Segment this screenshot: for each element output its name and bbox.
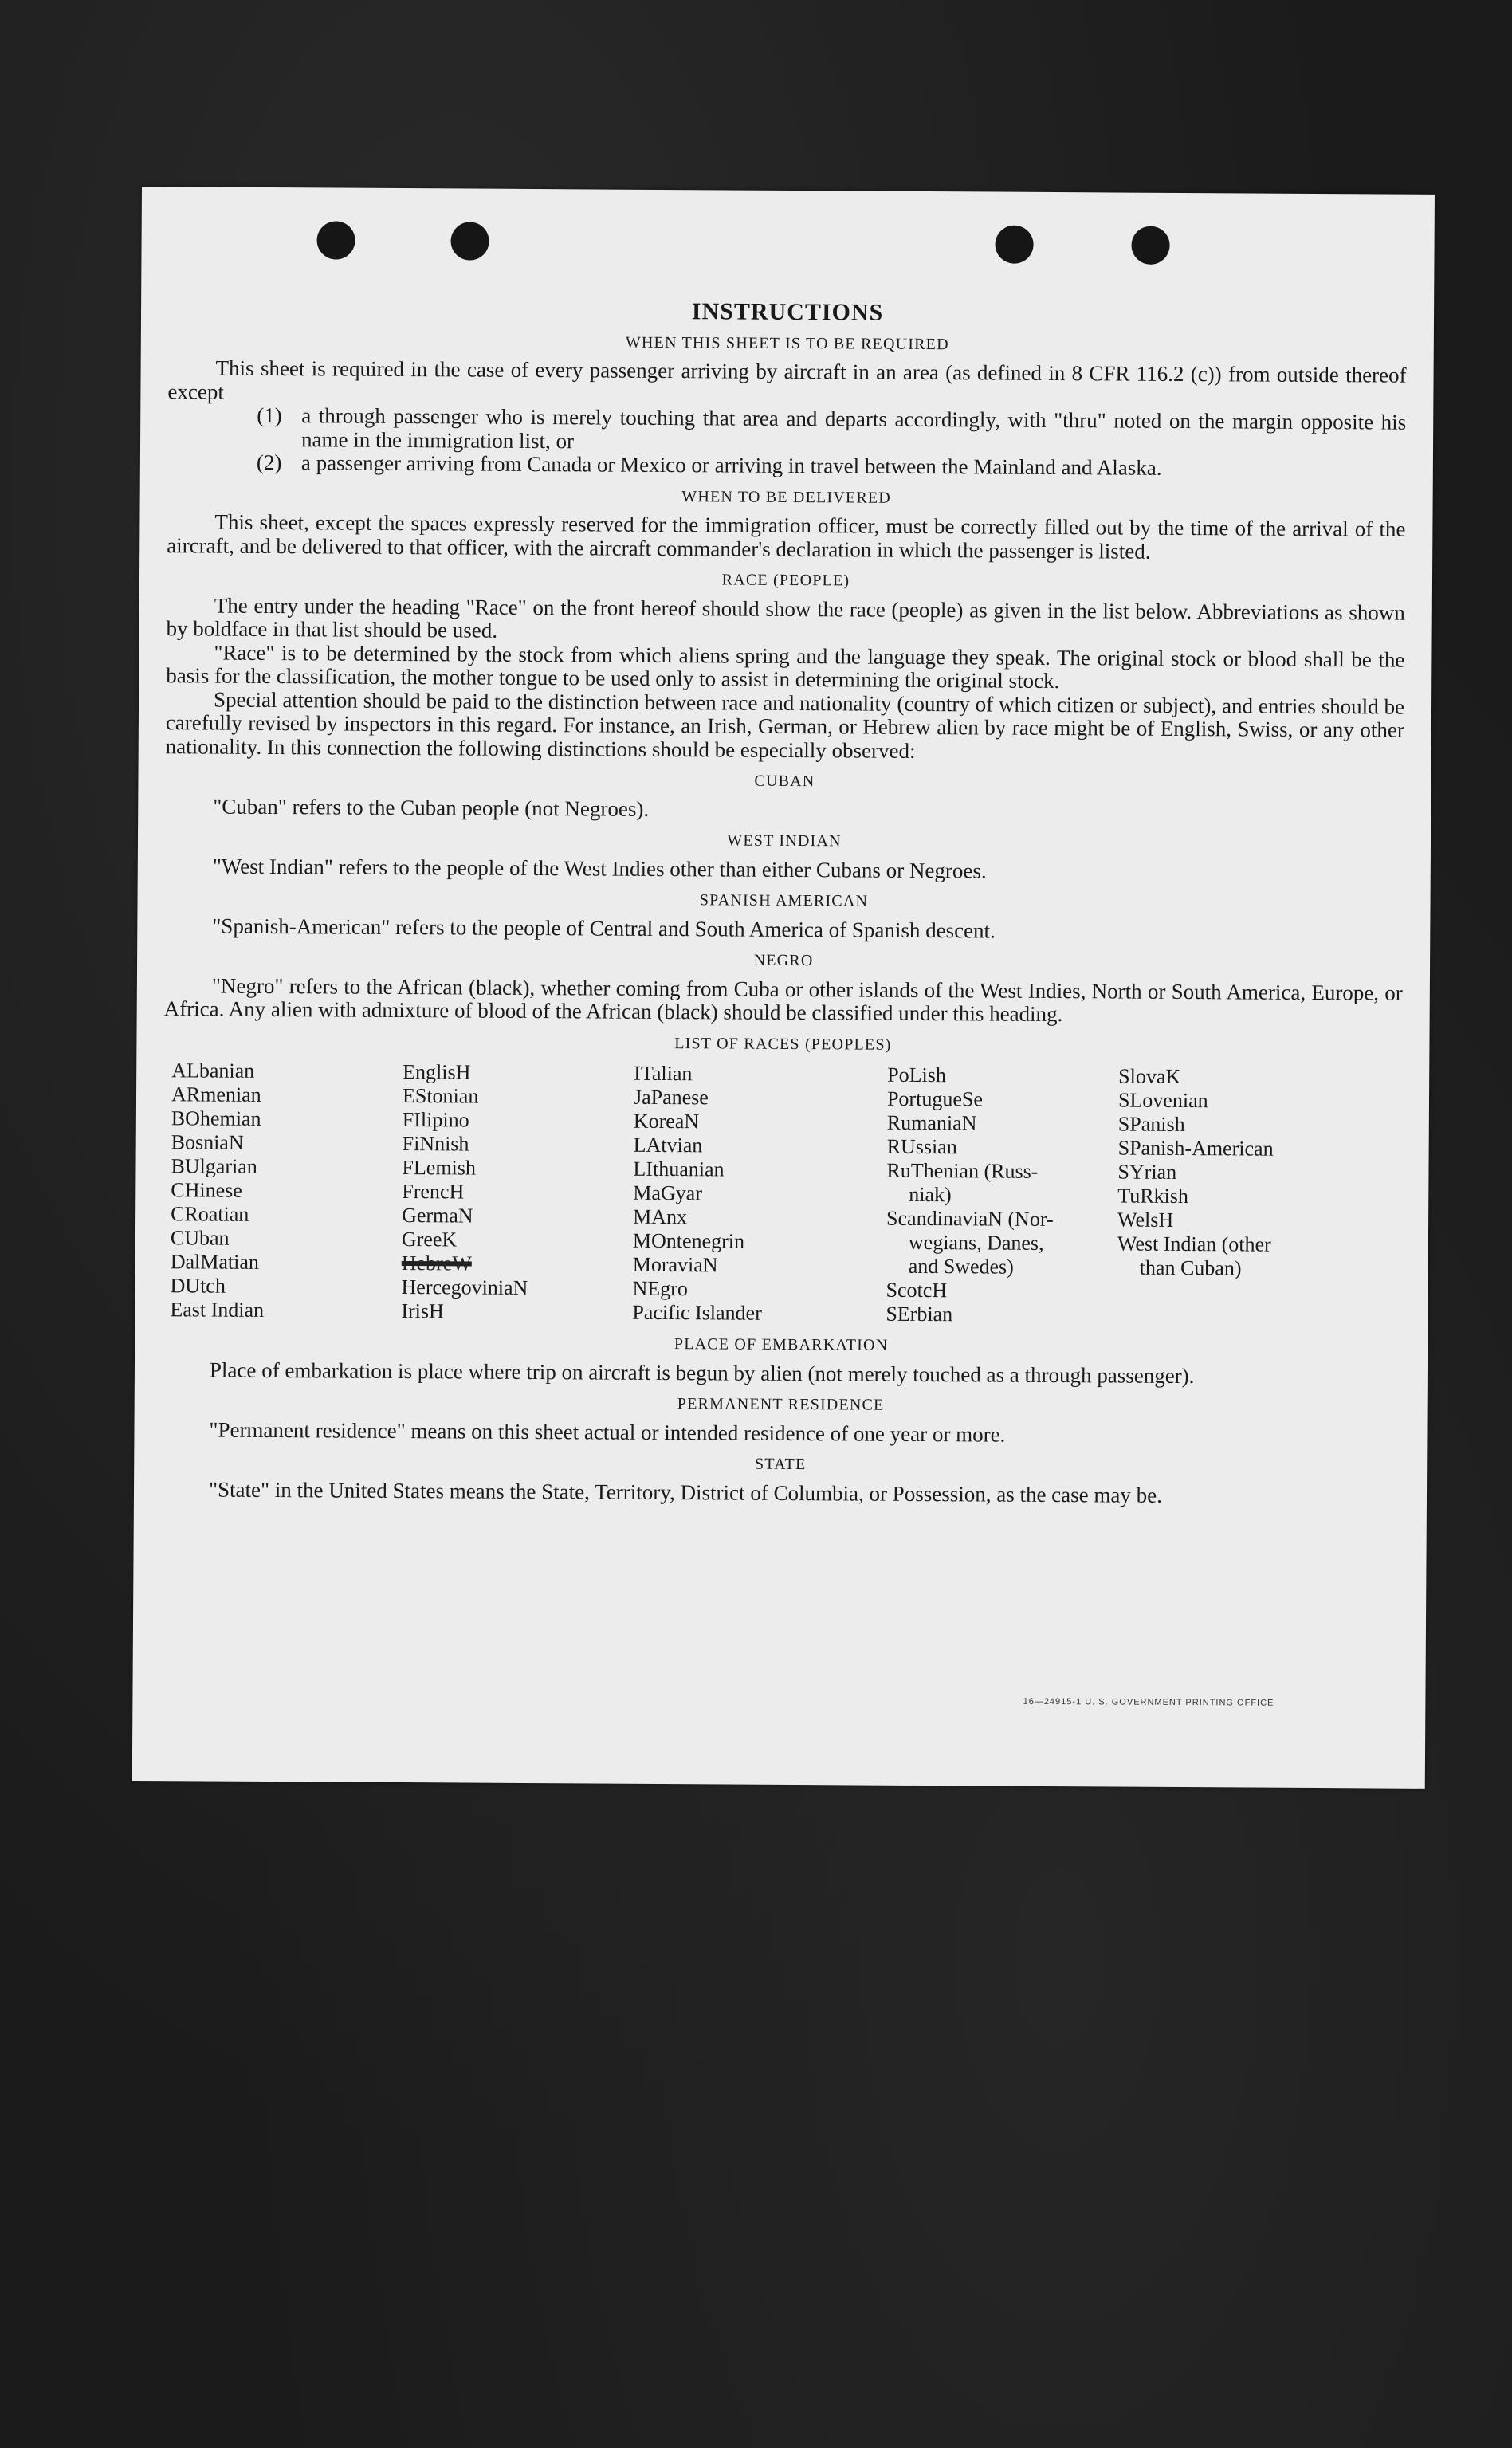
race-entry: BosniaN <box>171 1130 244 1154</box>
race-entry: West Indian (other <box>1117 1232 1271 1256</box>
race-entry: ScandinaviaN (Nor- <box>886 1206 1054 1232</box>
section-heading-when-required: WHEN THIS SHEET IS TO BE REQUIRED <box>625 333 949 353</box>
state-text: "State" in the United States means the State, Territory, District of Columbia, or Possession, as the case may be. <box>208 1477 1163 1507</box>
race-entry: CRoatian <box>171 1202 249 1226</box>
exception-text: a passenger arriving from Canada or Mexico or arriving in travel between the Mainland and Alaska. <box>300 450 1162 480</box>
punch-hole <box>450 222 489 260</box>
section-heading-state: STATE <box>754 1455 807 1474</box>
race-entry: GermaN <box>402 1204 473 1228</box>
punch-hole <box>995 226 1033 264</box>
section-heading-list-of-races: LIST OF RACES (PEOPLES) <box>674 1034 892 1054</box>
race-entry: ScotcH <box>886 1278 948 1303</box>
race-entry: PoLish <box>887 1063 946 1087</box>
cuban-text: "Cuban" refers to the Cuban people (not Negroes). <box>213 794 650 821</box>
race-entry: DUtch <box>170 1274 226 1298</box>
spanish-american-text: "Spanish-American" refers to the people of Central and South America of Spanish descent. <box>212 914 996 943</box>
race-paragraph: "Race" is to be determined by the stock from which aliens spring and the language they speak. The original stock or blood shall be the basis for the classification, the mother tongue to be used only to assist in determining the original stock. <box>166 640 1405 694</box>
race-entry: LAtvian <box>633 1133 703 1157</box>
race-entry: MoraviaN <box>632 1252 718 1277</box>
race-entry: niak) <box>909 1182 952 1207</box>
race-entry: SErbian <box>886 1302 953 1326</box>
section-heading-embarkation: PLACE OF EMBARKATION <box>674 1335 889 1354</box>
when-delivered-text: This sheet, except the spaces expressly reserved for the immigration officer, must be correctly filled out by the time of the arrival of the aircraft, and be delivered to that officer, with the aircraft commander's declaration in which the passenger is listed. <box>167 509 1406 564</box>
race-entry: ALbanian <box>171 1059 255 1083</box>
exception-number: (1) <box>257 403 282 428</box>
race-entry: RuThenian (Russ- <box>886 1158 1039 1183</box>
section-heading-spanish-american: SPANISH AMERICAN <box>699 891 869 910</box>
race-entry: FLemish <box>402 1156 477 1180</box>
race-entry: SPanish <box>1117 1112 1185 1137</box>
race-entry: CHinese <box>171 1178 242 1202</box>
race-paragraph: The entry under the heading "Race" on the front hereof should show the race (people) as given in the list below. Abbreviations as shown by boldface in that list should be used. <box>166 593 1405 642</box>
race-entry: RumaniaN <box>886 1110 977 1135</box>
embarkation-text: Place of embarkation is place where trip on aircraft is begun by alien (not merely touched as a through passenger). <box>209 1358 1195 1388</box>
race-entry: BUlgarian <box>171 1154 257 1178</box>
section-heading-negro: NEGRO <box>753 951 814 970</box>
race-entry: MaGyar <box>633 1181 703 1205</box>
document-sheet <box>132 187 1435 1789</box>
race-entry: SYrian <box>1117 1160 1177 1184</box>
section-heading-when-delivered: WHEN TO BE DELIVERED <box>681 487 892 507</box>
race-entry: SlovaK <box>1118 1064 1181 1088</box>
race-entry: EStonian <box>402 1084 479 1108</box>
race-entry: MOntenegrin <box>632 1228 745 1253</box>
race-entry: HercegoviniaN <box>401 1275 528 1299</box>
race-entry: CUban <box>170 1226 230 1250</box>
race-entry: IrisH <box>401 1299 444 1323</box>
race-entry: than Cuban) <box>1139 1255 1242 1280</box>
race-entry: ARmenian <box>171 1083 261 1106</box>
race-entry: East Indian <box>170 1298 265 1322</box>
printing-office-code: 16—24915-1 U. S. GOVERNMENT PRINTING OFFICE <box>1023 1696 1274 1708</box>
race-entry: WelsH <box>1117 1208 1174 1232</box>
race-entry: FiNnish <box>402 1132 469 1156</box>
section-heading-cuban: CUBAN <box>754 772 815 791</box>
race-paragraph: Special attention should be paid to the distinction between race and nationality (country of which citizen or subject), and entries should be carefully revised by inspectors in this regard. For instance, an Irish, German, or Hebrew alien by race might be of English, Swiss, or any other nationality. In this connection the following distinctions should be especially observed: <box>165 687 1405 763</box>
race-entry: RUssian <box>886 1134 957 1159</box>
race-entry: PortugueSe <box>886 1086 984 1111</box>
exception-number: (2) <box>256 450 282 475</box>
race-entry: SPanish-American <box>1117 1136 1274 1161</box>
races-column <box>1117 1065 1402 1330</box>
race-entry: TuRkish <box>1117 1184 1189 1208</box>
residence-text: "Permanent residence" means on this sheet actual or intended residence of one year or more. <box>209 1417 1006 1447</box>
race-entry: FrencH <box>402 1180 465 1204</box>
races-column <box>170 1059 403 1323</box>
race-entry: LIthuanian <box>633 1157 725 1181</box>
west-indian-text: "West Indian" refers to the people of the West Indies other than either Cubans or Negroes. <box>212 854 987 882</box>
race-entry: and Swedes) <box>908 1254 1014 1279</box>
section-heading-residence: PERMANENT RESIDENCE <box>677 1395 885 1414</box>
races-column <box>401 1060 634 1325</box>
race-entry: EnglisH <box>403 1060 471 1084</box>
race-entry: BOhemian <box>171 1106 261 1130</box>
race-entry: FIlipino <box>402 1108 469 1132</box>
race-entry: Pacific Islander <box>632 1300 762 1325</box>
exception-item <box>167 403 1406 458</box>
race-entry: ITalian <box>634 1061 693 1086</box>
negro-text: "Negro" refers to the African (black), whether coming from Cuba or other islands of the West Indies, North or South America, Europe, or Africa. Any alien with admixture of blood of the African (black) should be classified under this heading. <box>163 973 1403 1027</box>
when-required-intro: This sheet is required in the case of every passenger arriving by aircraft in an area (as defined in 8 CFR 116.2 (c)) from outside thereof except <box>167 356 1407 404</box>
punch-hole <box>1131 226 1169 265</box>
races-column <box>632 1062 887 1326</box>
race-entry: SLovenian <box>1117 1088 1208 1113</box>
section-heading-race: RACE (PEOPLE) <box>721 571 850 590</box>
race-entry: GreeK <box>401 1228 458 1252</box>
race-entry: JaPanese <box>633 1085 709 1110</box>
races-column <box>886 1063 1118 1328</box>
race-entry: wegians, Danes, <box>908 1230 1044 1255</box>
race-entry: HebreW <box>401 1252 472 1275</box>
document-content <box>161 297 1407 1508</box>
section-heading-west-indian: WEST INDIAN <box>727 831 842 851</box>
races-list <box>170 1059 1402 1329</box>
punch-hole <box>316 221 355 259</box>
race-entry: KoreaN <box>633 1109 700 1134</box>
race-entry: NEgro <box>632 1276 688 1301</box>
race-entry: DalMatian <box>170 1250 260 1274</box>
exception-text: a through passenger who is merely touching that area and departs accordingly, with "thru" noted on the margin opposite his name in the immigration list, or <box>300 403 1407 453</box>
race-entry: MAnx <box>633 1204 688 1229</box>
document-title: INSTRUCTIONS <box>691 298 884 326</box>
